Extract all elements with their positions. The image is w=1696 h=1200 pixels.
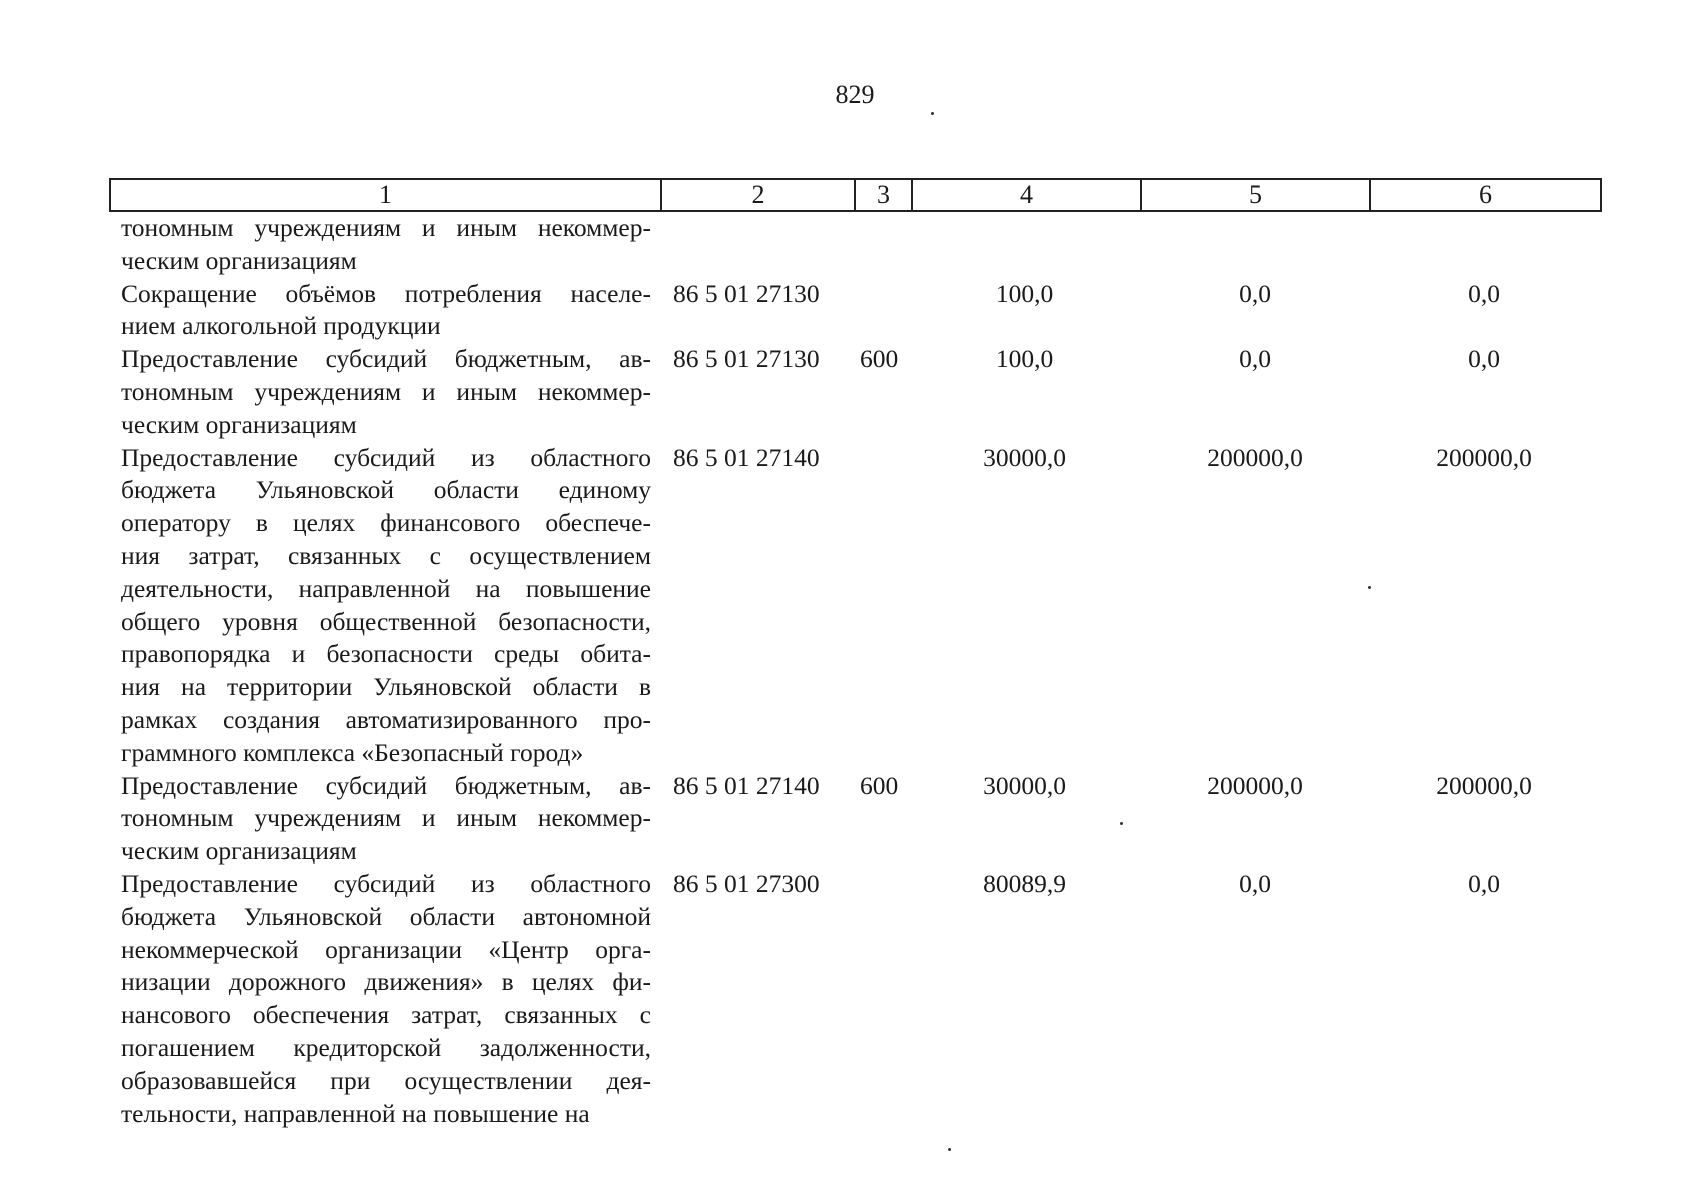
scan-speck [948, 1148, 951, 1151]
table-row [0, 442, 1696, 770]
description-line: бюджета Ульяновской области автономной [121, 901, 651, 931]
description-line: образовавшейся при осуществлении дея- [121, 1065, 651, 1095]
row-description [121, 770, 651, 868]
row-code: 86 5 01 27300 [673, 868, 820, 898]
row-value-col6: 0,0 [1468, 344, 1500, 374]
header-col-4: 4 [913, 180, 1142, 210]
row-value-col5: 0,0 [1239, 278, 1271, 308]
header-col-6: 6 [1479, 180, 1492, 209]
table-row [0, 770, 1696, 868]
description-line: оператору в целях финансового обеспече- [121, 508, 651, 538]
description-line: ния затрат, связанных с осуществлением [121, 540, 651, 570]
row-expense-type: 600 [860, 344, 899, 374]
row-code: 86 5 01 27140 [673, 442, 820, 472]
description-line: ния на территории Ульяновской области в [121, 672, 651, 702]
row-value-col4: 100,0 [995, 344, 1054, 374]
row-value-col4: 30000,0 [983, 442, 1066, 472]
description-line: тономным учреждениям и иным некоммер- [121, 376, 651, 406]
header-col-5: 5 [1142, 180, 1371, 210]
row-code: 86 5 01 27140 [673, 770, 820, 800]
description-line: некоммерческой организации «Центр орга- [121, 934, 651, 964]
row-value-col5: 0,0 [1239, 344, 1271, 374]
row-description [121, 278, 651, 344]
scan-speck [931, 112, 934, 115]
description-line: общего уровня общественной безопасности, [121, 606, 651, 636]
description-line: ческим организациям [121, 409, 357, 439]
row-value-col6: 200000,0 [1436, 442, 1532, 472]
row-value-col6: 0,0 [1468, 868, 1500, 898]
row-value-col4: 100,0 [995, 278, 1054, 308]
description-line: правопорядка и безопасности среды обита- [121, 639, 651, 669]
scan-speck [1368, 586, 1371, 589]
table-row [0, 278, 1696, 344]
header-col-1: 1 [111, 180, 662, 210]
header-col-3: 3 [856, 180, 913, 210]
description-line: деятельности, направленной на повышение [121, 573, 651, 603]
scan-speck [1120, 822, 1123, 825]
table-row [0, 868, 1696, 1130]
description-line: низации дорожного движения» в целях фи- [121, 967, 651, 997]
description-line: Предоставление субсидий из областного [121, 442, 651, 472]
description-line: тономным учреждениям и иным некоммер- [121, 803, 651, 833]
row-value-col5: 0,0 [1239, 868, 1271, 898]
page-number: 829 [835, 80, 875, 109]
description-line: ческим организациям [121, 245, 357, 275]
description-line: граммного комплекса «Безопасный город» [121, 737, 584, 767]
description-line: тономным учреждениям и иным некоммер- [121, 213, 651, 242]
row-value-col4: 80089,9 [983, 868, 1066, 898]
row-value-col6: 200000,0 [1436, 770, 1532, 800]
row-expense-type: 600 [860, 770, 899, 800]
description-line: рамках создания автоматизированного про- [121, 704, 651, 734]
header-col-2: 2 [662, 180, 856, 210]
description-line: нансового обеспечения затрат, связанных с [121, 1000, 651, 1030]
row-description [121, 212, 651, 278]
description-line: погашением кредиторской задолженности, [121, 1032, 651, 1062]
row-value-col5: 200000,0 [1207, 442, 1303, 472]
row-value-col6: 0,0 [1468, 278, 1500, 308]
description-line: Предоставление субсидий бюджетным, ав- [121, 770, 651, 800]
row-description [121, 442, 651, 770]
row-description [121, 868, 651, 1130]
row-code: 86 5 01 27130 [673, 344, 820, 374]
row-code: 86 5 01 27130 [673, 278, 820, 308]
description-line: бюджета Ульяновской области единому [121, 475, 651, 505]
table-row [0, 343, 1696, 441]
table-body [0, 212, 1696, 1130]
table-row [0, 212, 1696, 278]
table-header [109, 178, 1602, 212]
description-line: Сокращение объёмов потребления населе- [121, 278, 651, 308]
description-line: тельности, направленной на повышение на [121, 1098, 590, 1128]
row-description [121, 343, 651, 441]
description-line: ческим организациям [121, 836, 357, 866]
description-line: Предоставление субсидий бюджетным, ав- [121, 344, 651, 374]
description-line: нием алкогольной продукции [121, 311, 441, 341]
description-line: Предоставление субсидий из областного [121, 868, 651, 898]
row-value-col5: 200000,0 [1207, 770, 1303, 800]
row-value-col4: 30000,0 [983, 770, 1066, 800]
